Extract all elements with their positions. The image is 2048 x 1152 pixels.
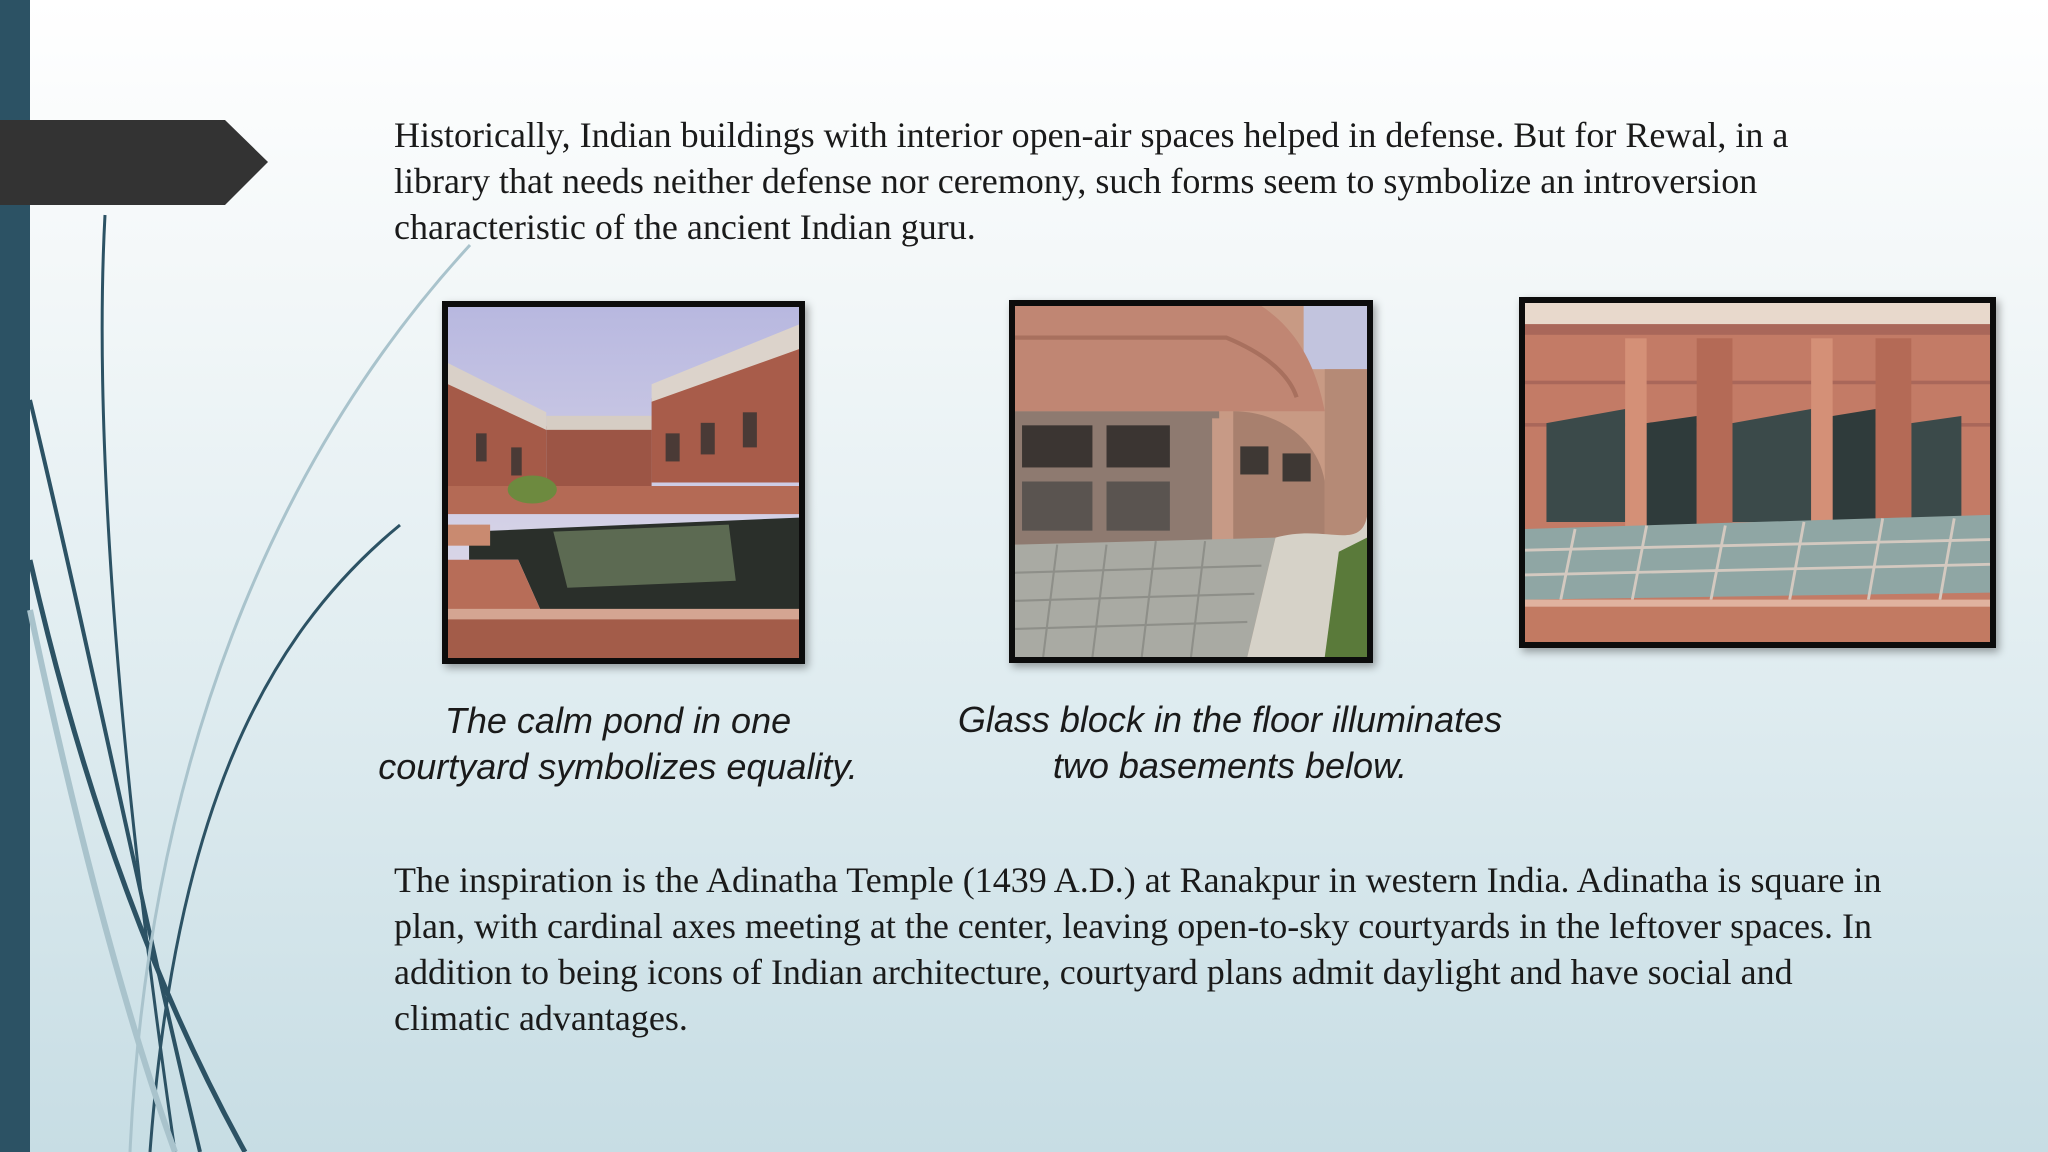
caption-line: Glass block in the floor illuminates [957, 699, 1503, 740]
caption-line: The calm pond in one [444, 700, 792, 741]
inspiration-paragraph: The inspiration is the Adinatha Temple (1439 A.D.) at Ranakpur in western India. Adinatha is square in plan, with cardinal axes meeting at the center, leaving open-to-sky courtyards in the leftover spaces. In addition to being icons of Indian architecture, courtyard plans admit daylight and have social and climatic advantages. [394, 860, 1882, 1038]
sandstone-corner-windows-photo [1519, 297, 1996, 648]
courtyard-pond-photo [442, 301, 805, 664]
glass-block-floor-photo [1009, 300, 1373, 663]
arrow-tab-shape [0, 120, 268, 205]
caption-line: courtyard symbolizes equality. [378, 746, 858, 787]
intro-paragraph: Historically, Indian buildings with interior open-air spaces helped in defense. But for Rewal, in a library that needs neither defense nor ceremony, such forms seem to symbolize an introversion characteristic of the ancient Indian guru. [394, 115, 1789, 247]
glass-photo-caption [920, 697, 1540, 789]
pond-photo-caption [348, 698, 888, 790]
caption-line: two basements below. [1052, 745, 1408, 786]
